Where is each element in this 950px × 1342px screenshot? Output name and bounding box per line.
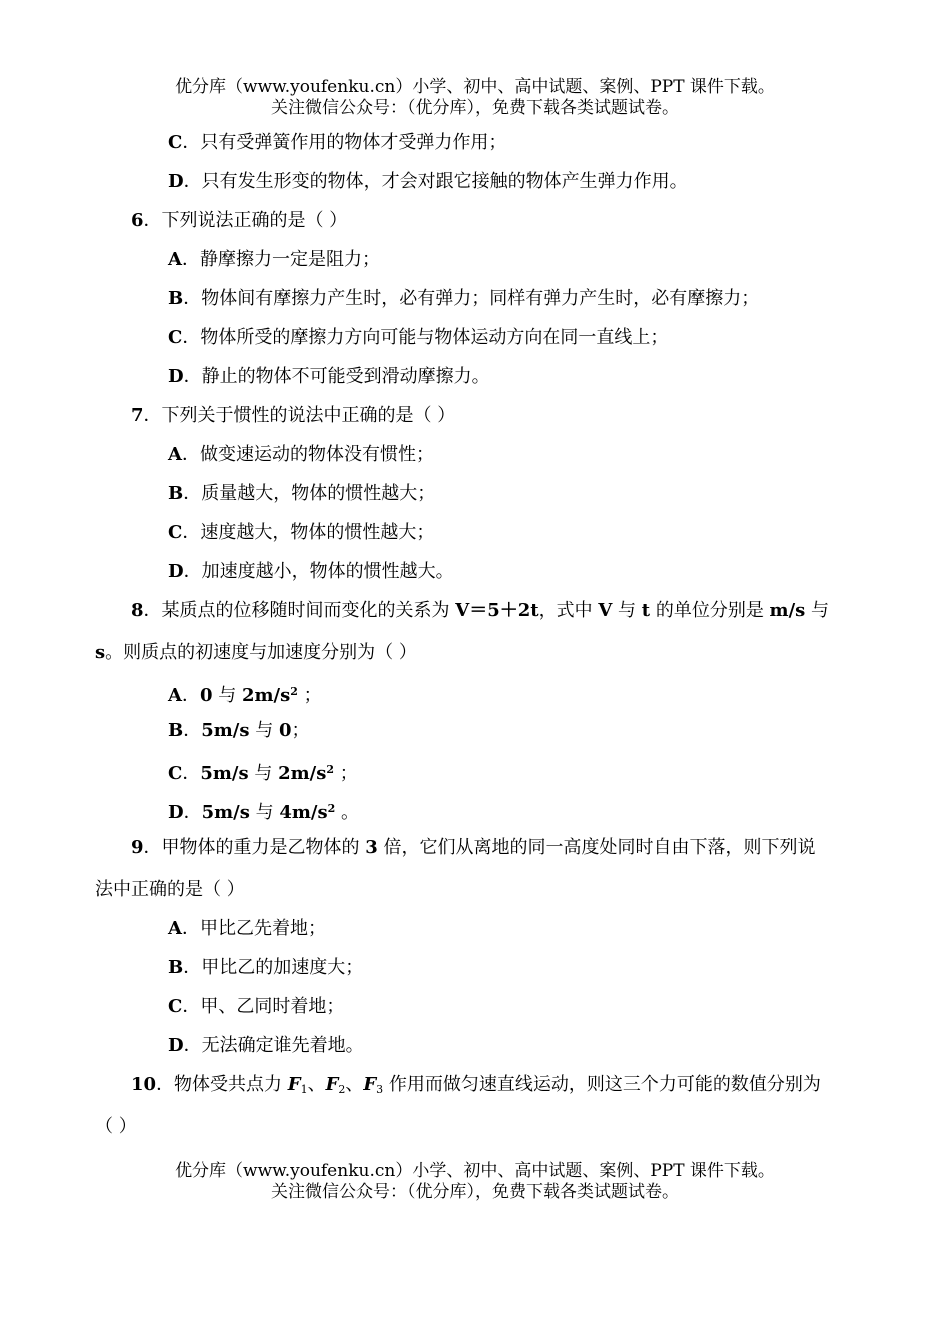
q6-option-c: C．物体所受的摩擦力方向可能与物体运动方向在同一直线上； xyxy=(168,327,669,348)
q6-option-b: B．物体间有摩擦力产生时，必有弹力；同样有弹力产生时，必有摩擦力； xyxy=(168,288,760,309)
q7-stem: 7．下列关于惯性的说法中正确的是（ ） xyxy=(131,405,456,426)
q9-stem: 9．甲物体的重力是乙物体的 3 倍，它们从离地的同一高度处同时自由下落，则下列说 xyxy=(131,837,816,858)
q6-option-d: D．静止的物体不可能受到滑动摩擦力。 xyxy=(168,366,490,387)
q8-option-a: A．0 与 $2m/s^2$ ； xyxy=(168,685,322,706)
q8-option-b: B．5m/s 与 0； xyxy=(168,720,310,741)
q6-stem: 6．下列说法正确的是（ ） xyxy=(131,210,348,231)
q7-option-c: C．速度越大，物体的惯性越大； xyxy=(168,522,435,543)
header-line-2: 关注微信公众号：（优分库），免费下载各类试题试卷。 xyxy=(271,98,679,118)
q7-option-a: A．做变速运动的物体没有惯性； xyxy=(168,444,434,465)
q10-stem-continued: （ ） xyxy=(95,1116,137,1137)
q9-option-c: C．甲、乙同时着地； xyxy=(168,996,345,1017)
q9-option-a: A．甲比乙先着地； xyxy=(168,918,326,939)
footer-line-2: 关注微信公众号：（优分库），免费下载各类试题试卷。 xyxy=(271,1182,679,1202)
q5-option-c: C．只有受弹簧作用的物体才受弹力作用； xyxy=(168,132,507,153)
q10-stem: 10．物体受共点力 $F_1$、$F_2$、$F_3$ 作用而做匀速直线运动，则这三个力可能的数值分别为 xyxy=(131,1074,821,1096)
q9-option-b: B．甲比乙的加速度大； xyxy=(168,957,364,978)
q5-option-d: D．只有发生形变的物体，才会对跟它接触的物体产生弹力作用。 xyxy=(168,171,688,192)
footer-line-1: 优分库（www.youfenku.cn）小学、初中、高中试题、案例、PPT 课件下载。 xyxy=(175,1161,775,1181)
header-line-1: 优分库（www.youfenku.cn）小学、初中、高中试题、案例、PPT 课件下载。 xyxy=(175,77,775,97)
q7-option-b: B．质量越大，物体的惯性越大； xyxy=(168,483,436,504)
q8-stem: 8．某质点的位移随时间而变化的关系为 V＝5＋2t，式中 V 与 t 的单位分别是 m/s 与 xyxy=(131,600,830,621)
q8-option-d: D．5m/s 与 $4m/s^2$ 。 xyxy=(168,802,360,823)
q8-stem-continued: s。则质点的初速度与加速度分别为（ ） xyxy=(95,642,417,663)
q9-option-d: D．无法确定谁先着地。 xyxy=(168,1035,364,1056)
q7-option-d: D．加速度越小，物体的惯性越大。 xyxy=(168,561,454,582)
q8-option-c: C．5m/s 与 $2m/s^2$ ； xyxy=(168,763,358,784)
q9-stem-continued: 法中正确的是（ ） xyxy=(95,879,245,900)
q6-option-a: A．静摩擦力一定是阻力； xyxy=(168,249,380,270)
